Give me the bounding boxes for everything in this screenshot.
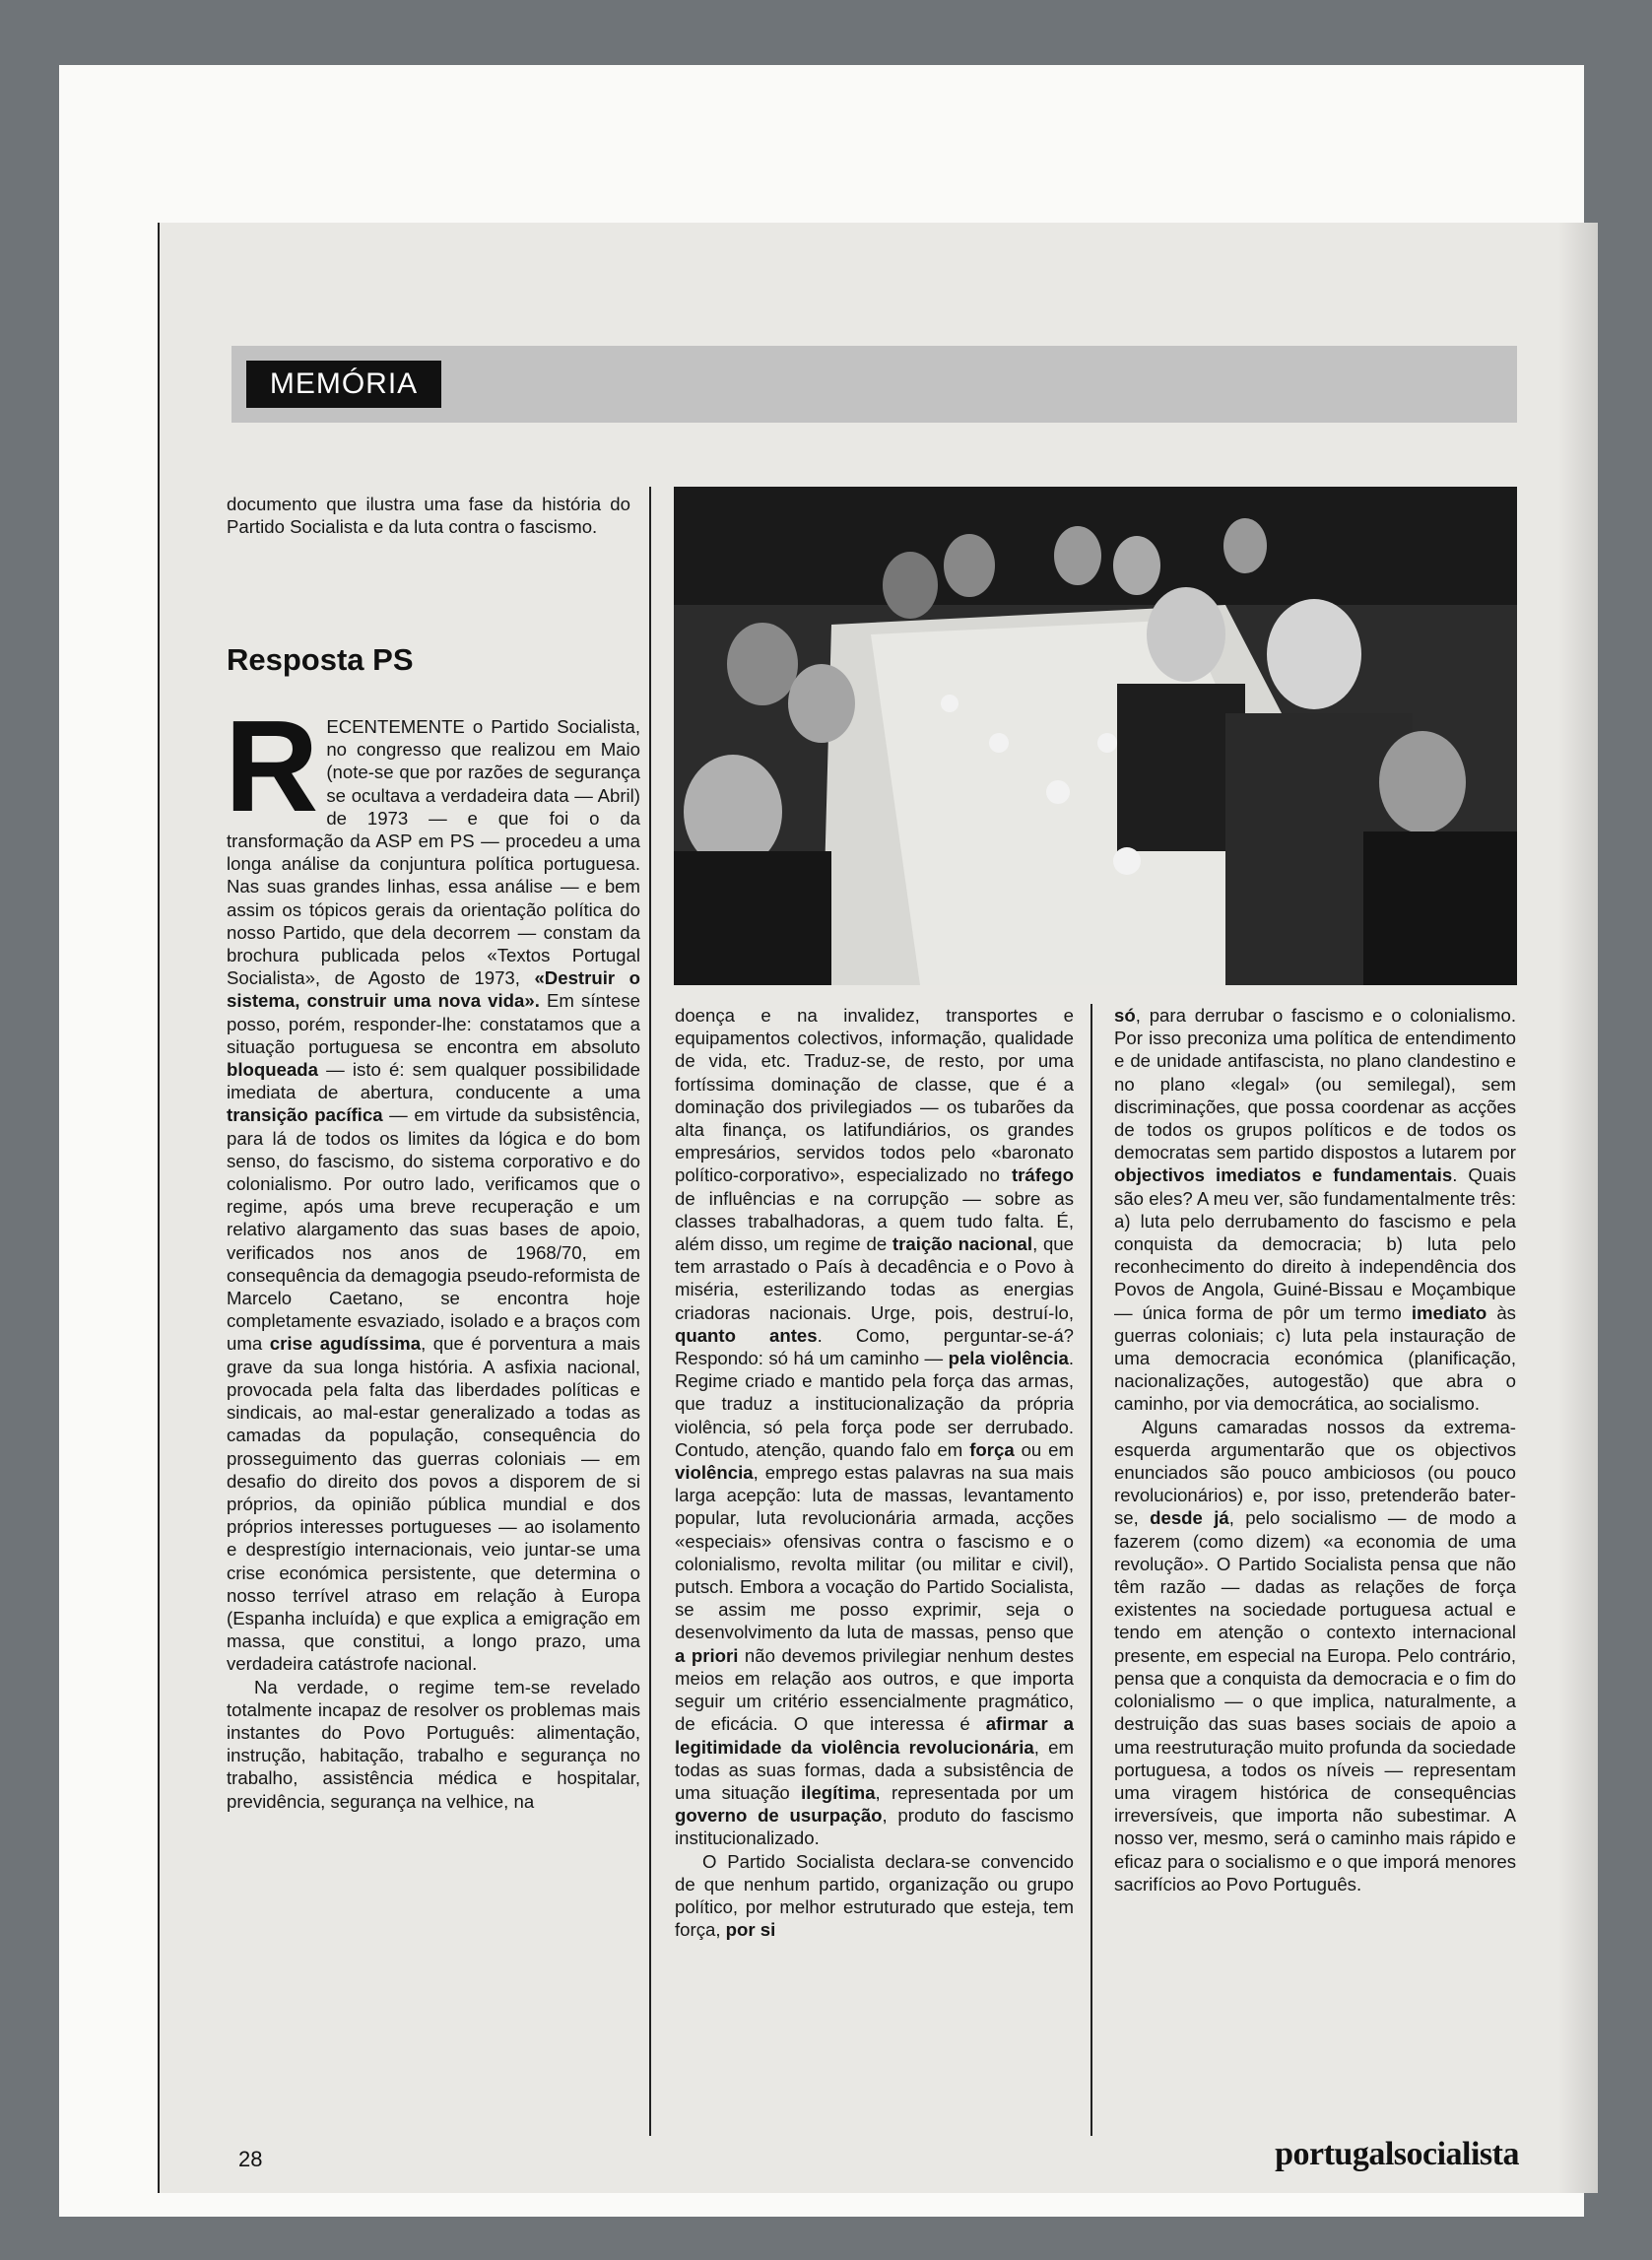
text-run: doença e na invalidez, transportes e equipamentos colectivos, informação, qualidade de vida, etc. Traduz-se, de resto, por uma fortíssima dominação de classe, que é a dominação dos privilegiados — os tubarões da alta finança, os latifundiários, os grandes empresários, servidos todos pelo «baronato político-corporativo», especializado no xyxy=(675,1005,1074,1186)
text-run: , representada por um xyxy=(875,1781,1074,1803)
text-run: às guerras coloniais; c) luta pela instauração de uma democracia económica (planificação, nacionalizações, autogestão) que abra o caminho, por via democrática, ao socialismo. xyxy=(1114,1301,1516,1415)
text-run: — em virtude da subsistência, para lá de todos os limites da lógica e do bom senso, do fascismo, do sistema corporativo e do colonialismo. Por outro lado, verificamos que o regime, após uma breve recuperação e um relativo alargamento das suas bases de apoio, verificados nos anos de 1968/70, em consequência da demagogia pseudo-reformista de Marcelo Caetano, se encontra hoje completamente esvaziado, isolado e a braços com uma xyxy=(227,1104,640,1355)
subheading: Resposta PS xyxy=(227,642,414,677)
bold-run: violência xyxy=(675,1462,754,1484)
column-2 xyxy=(675,1004,1074,1941)
text-run: , para derrubar o fascismo e o colonialismo. Por isso preconiza uma política de entendimento e de unidade antifascista, no plano clandestino e no plano «legal» (ou semilegal), sem discriminações, que possa coordenar as acções de todos os grupos políticos e de todos os democratas sem partido dispostos a lutarem por xyxy=(1114,1005,1516,1163)
text-run: . Regime criado e mantido pela força das armas, que traduz a institucionalização da própria violência, só pela força pode ser derrubado. Contudo, atenção, quando falo em xyxy=(675,1348,1074,1460)
text-run: ECENTEMENTE o Partido Socialista, no congresso que realizou em Maio (note-se que por razões de segurança se ocultava a verdadeira data — Abril) de 1973 — e que foi o da transformação da ASP em PS — procedeu a uma longa análise da conjuntura política portuguesa. Nas suas grandes linhas, essa análise — e bem assim os tópicos gerais da orientação política do nosso Partido, que dela decorrem — constam da brochura publicada pelos «Textos Portugal Socialista», de Agosto de 1973, xyxy=(227,716,640,989)
bold-run: desde já xyxy=(1150,1507,1229,1529)
text-run: de influências e na corrupção — sobre as classes trabalhadoras, a quem tudo falta. É, além disso, um regime de xyxy=(675,1187,1074,1255)
text-run: , produto do fascismo institucionalizado. xyxy=(675,1805,1074,1849)
text-run: , que tem arrastado o País à decadência e o Povo à miséria, esterilizando todas as energias criadoras nacionais. Urge, pois, destruí-lo, xyxy=(675,1233,1074,1323)
text-run: — isto é: sem qualquer possibilidade imediata de abertura, conducente a uma xyxy=(227,1059,640,1103)
bold-run: por si xyxy=(725,1919,776,1941)
text-run: , em todas as suas formas, dada a subsistência de uma situação xyxy=(675,1736,1074,1803)
bold-run: transição pacífica xyxy=(227,1104,383,1126)
bold-run: «Destruir o sistema, construir uma nova vida». xyxy=(227,967,640,1012)
text-run: . Quais são eles? A meu ver, são fundamentalmente três: a) luta pelo derrubamento do fascismo e pela conquista da democracia; b) luta pelo reconhecimento do direito à independência dos Povos de Angola, Guiné-Bissau e Moçambique — única forma de pôr um termo xyxy=(1114,1164,1516,1323)
congress-photo xyxy=(674,487,1517,985)
column-3 xyxy=(1114,1004,1516,1895)
col1-paragraph-1 xyxy=(225,694,640,1676)
col1-paragraph-2: Na verdade, o regime tem-se revelado totalmente incapaz de resolver os problemas mais instantes do Povo Português: alimentação, instrução, habitação, trabalho e segurança no trabalho, assistência médica e hospitalar, previdência, segurança na velhice, na xyxy=(227,1676,640,1812)
bold-run: traição nacional xyxy=(892,1233,1033,1255)
section-badge: MEMÓRIA xyxy=(246,361,441,408)
bold-run: só xyxy=(1114,1005,1136,1026)
drop-cap: R xyxy=(225,694,319,838)
column-1 xyxy=(225,694,640,1813)
bold-run: afirmar a legitimidade da violência revolucionária xyxy=(675,1713,1074,1758)
column-rule-2 xyxy=(1090,1004,1092,2136)
bold-run: pela violência xyxy=(948,1348,1069,1369)
col2-paragraph-1 xyxy=(675,1004,1074,1850)
text-run: Alguns camaradas nossos da extrema-esquerda argumentarão que os objectivos enunciados são pouco ambiciosos (ou pouco revolucionários) e, por isso, pretenderão bater-se, xyxy=(1114,1416,1516,1529)
magazine-page xyxy=(158,223,1598,2193)
text-run: . Como, perguntar-se-á? Respondo: só há um caminho — xyxy=(675,1324,1075,1369)
text-run: não devemos privilegiar nenhum destes meios em relação aos outros, e que importa seguir um critério essencialmente pragmático, de eficácia. O que interessa é xyxy=(675,1644,1075,1735)
bold-run: imediato xyxy=(1411,1301,1487,1323)
page-edge-rule xyxy=(158,223,160,2193)
column-rule-1 xyxy=(649,487,651,2136)
bold-run: a priori xyxy=(675,1644,739,1666)
text-run: Em síntese posso, porém, responder-lhe: constatamos que a situação portuguesa se encontra em absoluto xyxy=(227,990,640,1057)
col3-paragraph-1 xyxy=(1114,1004,1516,1416)
page-number: 28 xyxy=(238,2147,263,2171)
intro-paragraph xyxy=(227,493,630,538)
intro-text: documento que ilustra uma fase da história do Partido Socialista e da luta contra o fascismo. xyxy=(227,494,630,538)
bold-run: quanto antes xyxy=(675,1324,818,1346)
text-run: ou em xyxy=(1014,1438,1075,1460)
col2-paragraph-2 xyxy=(675,1850,1074,1942)
col3-paragraph-2 xyxy=(1114,1416,1516,1895)
text-run: , emprego estas palavras na sua mais larga acepção: luta de massas, levantamento popular, luta revolucionária armada, acções «especiais» ofensivas contra o fascismo e o colonialismo, revolta militar (ou militar e civil), putsch. Embora a vocação do Partido Socialista, se assim me posso exprimir, seja o desenvolvimento da luta de massas, penso que xyxy=(675,1462,1074,1643)
bold-run: governo de usurpação xyxy=(675,1805,883,1827)
bold-run: bloqueada xyxy=(227,1059,318,1081)
bold-run: crise agudíssima xyxy=(269,1333,422,1355)
paper-sheet xyxy=(59,65,1584,2217)
bold-run: ilegítima xyxy=(801,1781,876,1803)
page-edge-shadow xyxy=(1558,223,1598,2193)
bold-run: objectivos imediatos e fundamentais xyxy=(1114,1164,1453,1186)
bold-run: força xyxy=(969,1438,1015,1460)
text-run: , que é porventura a mais grave da sua longa história. A asfixia nacional, provocada pela falta das liberdades políticas e sindicais, ao mal-estar generalizado a todas as camadas da população, consequência do prosseguimento das guerras coloniais — em desafio do direito dos povos a disporem de si próprios, da opinião pública mundial e dos próprios interesses portugueses — ao isolamento e desprestígio internacionais, veio juntar-se uma crise económica persistente, que determina o nosso terrível atraso em relação à Europa (Espanha incluída) e que explica a emigração em massa, que constitui, a longo prazo, uma verdadeira catástrofe nacional. xyxy=(227,1333,640,1675)
text-run: , pelo socialismo — de modo a fazerem (como dizem) «a economia de uma revolução». O Partido Socialista pensa que não têm razão — dadas as relações de força existentes na sociedade portuguesa actual e tendo em atenção o contexto internacional presente, em especial na Europa. Pelo contrário, pensa que a conquista da democracia e o fim do colonialismo — o que implica, naturalmente, a destruição das suas bases sociais de apoio a uma reestruturação muito profunda da sociedade portuguesa, a todos os níveis — representam uma viragem histórica de consequências irreversíveis, que importa não subestimar. A nosso ver, mesmo, será o caminho mais rápido e eficaz para o socialismo e o que imporá menores sacrifícios ao Povo Português. xyxy=(1114,1507,1516,1894)
text-run: O Partido Socialista declara-se convencido de que nenhum partido, organização ou grupo político, por melhor estruturado que esteja, tem força, xyxy=(675,1850,1074,1941)
bold-run: tráfego xyxy=(1011,1164,1074,1186)
publication-logo: portugalsocialista xyxy=(1275,2136,1519,2172)
